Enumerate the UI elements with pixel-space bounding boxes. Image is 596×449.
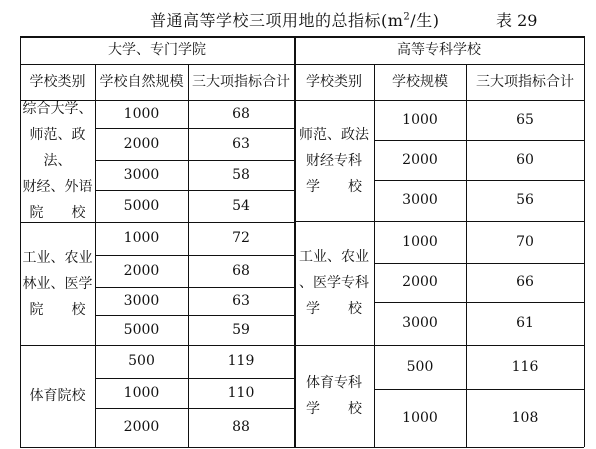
left-total-cell: 63 (232, 135, 250, 152)
right-scale-cell: 2000 (402, 151, 438, 168)
right-column-header: 三大项指标合计 (476, 73, 574, 90)
group-divider (20, 222, 294, 223)
row-divider (95, 255, 294, 256)
right-scale-cell: 500 (406, 358, 434, 375)
table-right-border (584, 36, 585, 447)
right-section-header: 高等专科学校 (397, 41, 481, 58)
row-divider (95, 190, 294, 191)
left-scale-cell: 5000 (123, 321, 160, 338)
caption-unit: /生) (410, 11, 440, 30)
right-scale-cell: 3000 (402, 192, 438, 208)
right-total-cell: 116 (511, 358, 539, 375)
right-total-cell: 61 (516, 315, 534, 331)
right-scale-cell: 1000 (402, 233, 438, 250)
left-total-cell: 54 (232, 197, 250, 214)
row-divider (95, 315, 294, 316)
caption-text: 普通高等学校三项用地的总指标(m (150, 11, 404, 30)
row-divider (374, 263, 584, 264)
right-category-cell (294, 100, 374, 221)
left-scale-cell: 1000 (123, 230, 160, 246)
category-label-line: 工业、农业 (22, 249, 93, 266)
left-category-cell (20, 345, 95, 447)
right-column-header: 学校类别 (306, 73, 362, 90)
group-divider (294, 345, 584, 346)
right-total-cell: 66 (516, 274, 534, 290)
right-scale-cell: 2000 (402, 274, 438, 290)
category-label-line: 体育专科 (306, 375, 362, 391)
left-column-header: 学校自然规模 (99, 73, 184, 90)
category-label-line: 体育院校 (29, 388, 86, 404)
left-total-cell: 72 (232, 230, 250, 246)
group-divider (294, 221, 584, 222)
left-total-cell: 59 (232, 321, 250, 338)
left-total-cell: 68 (232, 105, 250, 122)
category-label-line: 工业、农业 (299, 249, 369, 265)
row-divider (95, 378, 294, 379)
row-divider (95, 128, 294, 129)
category-label-line: 、医学专科 (299, 275, 369, 291)
right-column-header: 学校规模 (392, 73, 448, 90)
left-scale-cell: 3000 (123, 292, 160, 309)
category-label-line: 综合大学、 (22, 101, 93, 117)
left-column-header: 学校类别 (29, 73, 86, 90)
table-title (0, 8, 596, 32)
right-total-cell: 70 (516, 233, 534, 250)
left-scale-cell: 1000 (123, 384, 160, 401)
left-total-cell: 68 (232, 262, 250, 279)
left-scale-cell: 5000 (123, 197, 160, 214)
category-label-line: 学 校 (306, 301, 362, 317)
category-label-line: 学 校 (306, 178, 362, 195)
category-label-line: 财经专科 (306, 152, 362, 169)
row-divider (374, 302, 584, 303)
left-section-header: 大学、专门学院 (108, 41, 206, 58)
right-category-cell (294, 345, 374, 447)
row-divider (374, 140, 584, 141)
table-caption (150, 8, 439, 31)
group-divider (20, 345, 294, 346)
left-scale-cell: 2000 (123, 135, 160, 152)
caption-superscript: 2 (403, 11, 411, 23)
right-total-cell: 56 (516, 192, 534, 208)
category-label-line: 师范、政法、 (29, 127, 86, 169)
right-total-cell: 108 (511, 409, 539, 426)
left-category-cell (20, 222, 95, 345)
category-label-line: 院 校 (29, 301, 86, 318)
right-total-cell: 60 (516, 151, 534, 168)
left-total-cell: 119 (227, 353, 255, 369)
table-bottom-border (20, 447, 584, 448)
category-label-line: 师范、政法 (299, 126, 369, 143)
left-column-header: 三大项指标合计 (192, 73, 290, 90)
left-total-cell: 110 (227, 384, 255, 401)
right-scale-cell: 1000 (402, 111, 438, 128)
right-total-cell: 65 (516, 111, 534, 128)
category-label-line: 林业、医学 (22, 275, 93, 292)
right-scale-cell: 3000 (402, 315, 438, 331)
category-label-line: 院 校 (29, 205, 86, 221)
left-total-cell: 63 (232, 292, 250, 309)
category-label-line: 学 校 (306, 401, 362, 417)
table-number: 表 29 (496, 11, 538, 30)
category-label-line: 财经、外语 (22, 179, 93, 195)
left-total-cell: 88 (232, 419, 250, 435)
row-divider (95, 160, 294, 161)
row-divider (374, 389, 584, 390)
right-scale-cell: 1000 (402, 409, 438, 426)
left-total-cell: 58 (232, 166, 250, 183)
row-divider (95, 287, 294, 288)
left-category-cell (20, 100, 95, 222)
row-divider (374, 180, 584, 181)
left-scale-cell: 500 (128, 353, 155, 369)
row-divider (95, 408, 294, 409)
left-scale-cell: 1000 (123, 105, 160, 122)
left-scale-cell: 3000 (123, 166, 160, 183)
left-scale-cell: 2000 (123, 262, 160, 279)
right-category-cell (294, 221, 374, 345)
left-scale-cell: 2000 (123, 419, 160, 435)
